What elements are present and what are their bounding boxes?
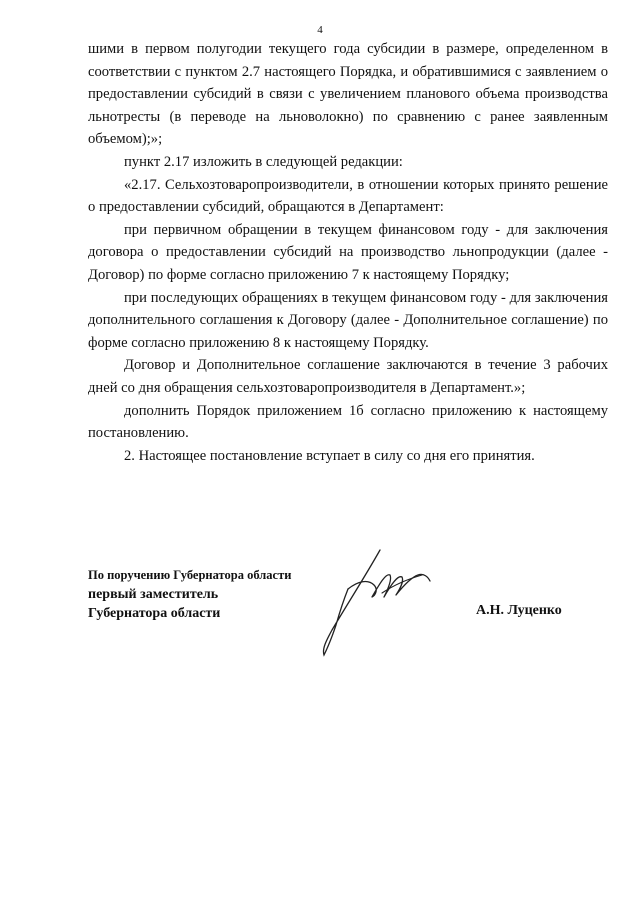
paragraph-first-request: при первичном обращении в текущем финансовом году - для заключения договора о предоставлении субсидий на производство льнопродукции (далее - Договор) по форме согласно приложению 7 к настоящему Порядку; [88,221,608,283]
signatory-name: А.Н. Луценко [476,603,562,618]
signature-title-line1: По поручению Губернатора области [88,568,292,582]
paragraph-contract-terms: Договор и Дополнительное соглашение заключаются в течение 3 рабочих дней со дня обращения сельхозтоваропроизводителя в Департамент.»; [88,357,608,396]
paragraph-continuation: шими в первом полугодии текущего года субсидии в размере, определенном в соответствии с пунктом 2.7 настоящего Порядка, и обратившимися с заявлением о предоставлении субсидий в связи с увеличением планового объема производства льнотресты (в переводе на льноволокно) по сравнению с ранее заявленным объемом);»; [88,41,608,148]
signature-title-block [88,566,291,623]
page-number: 4 [317,24,323,36]
signature-title-line3: Губернатора области [88,606,221,621]
handwritten-signature [318,545,438,665]
paragraph-effective-date: 2. Настоящее постановление вступает в силу со дня его принятия. [124,447,535,464]
document-body [88,38,608,467]
paragraph-item-2-17-intro: пункт 2.17 изложить в следующей редакции: [124,153,403,170]
paragraph-add-appendix: дополнить Порядок приложением 1б согласно приложению к настоящему постановлению. [88,402,608,442]
paragraph-item-2-17-text: «2.17. Сельхозтоваропроизводители, в отношении которых принято решение о предоставлении субсидий, обращаются в Департамент: [88,176,608,216]
signature-title-line2: первый заместитель [88,587,219,602]
paragraph-subsequent-requests: при последующих обращениях в текущем финансовом году - для заключения дополнительного соглашения к Договору (далее - Дополнительное соглашение) по форме согласно приложению 8 к настоящему Порядку. [88,289,608,351]
